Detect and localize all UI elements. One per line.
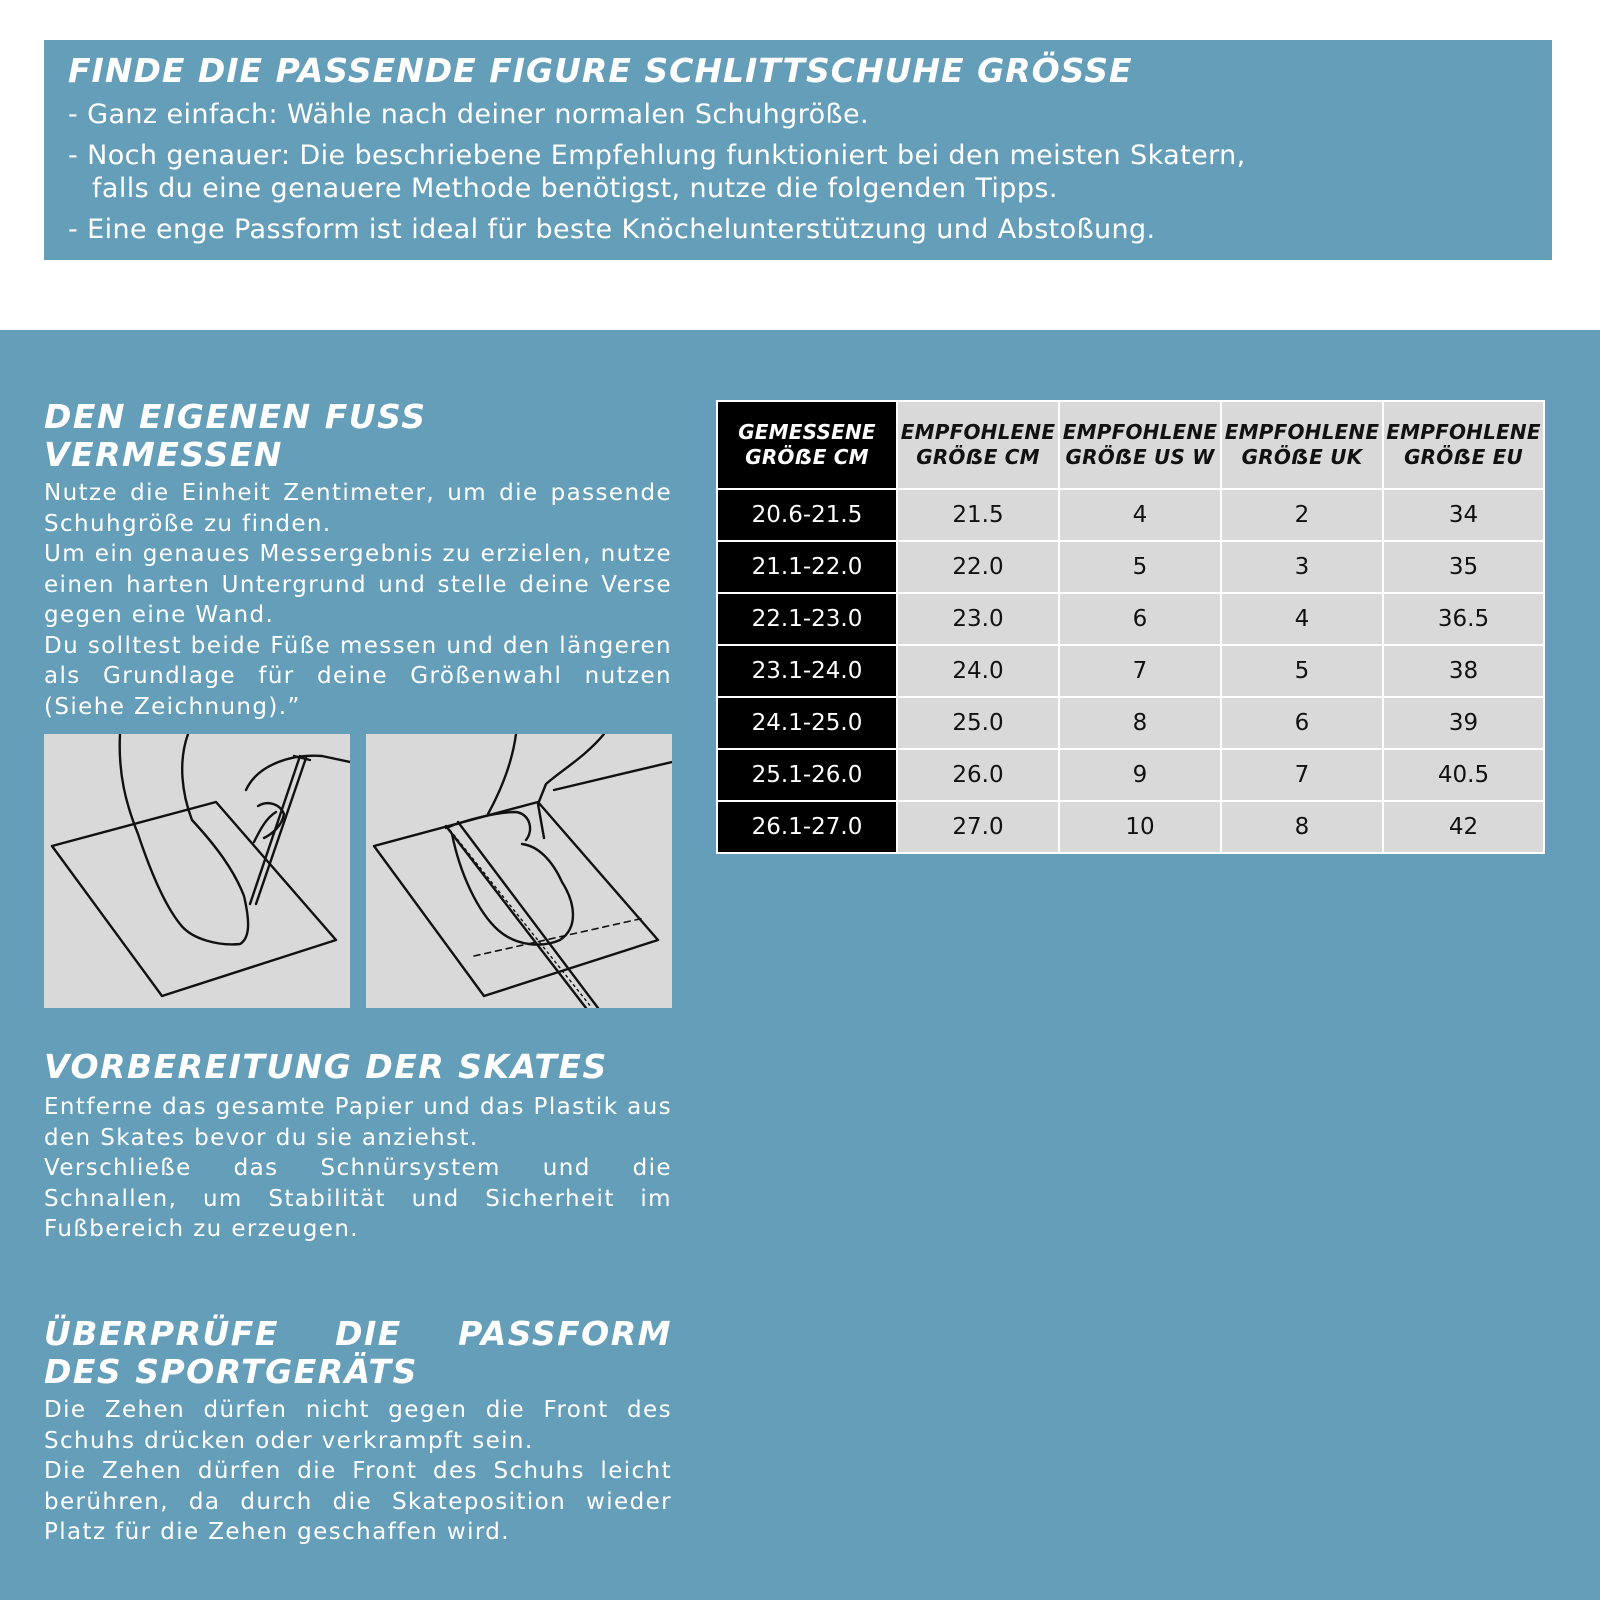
table-cell: 7	[1221, 749, 1383, 801]
table-row	[717, 749, 1544, 801]
column-header: GEMESSENE GRÖẞE CM	[717, 401, 897, 489]
table-cell: 26.0	[897, 749, 1059, 801]
table-cell: 34	[1383, 489, 1544, 541]
fit-paragraph: Die Zehen dürfen die Front des Schuhs leicht berühren, da durch die Skateposition wieder Platz für die Zehen geschaffen wird.	[44, 1458, 672, 1545]
table-cell: 24.1-25.0	[717, 697, 897, 749]
fit-section	[44, 1315, 672, 1548]
table-cell: 3	[1221, 541, 1383, 593]
prep-paragraph: Verschließe das Schnürsystem und die Schnallen, um Stabilität und Sicherheit im Fußbereich zu erzeugen.	[44, 1155, 672, 1242]
table-cell: 4	[1059, 489, 1221, 541]
table-row	[717, 593, 1544, 645]
table-cell: 20.6-21.5	[717, 489, 897, 541]
table-cell: 23.1-24.0	[717, 645, 897, 697]
main-panel	[0, 330, 1600, 1600]
table-cell: 8	[1221, 801, 1383, 853]
table-cell: 2	[1221, 489, 1383, 541]
table-cell: 9	[1059, 749, 1221, 801]
table-cell: 27.0	[897, 801, 1059, 853]
table-cell: 39	[1383, 697, 1544, 749]
column-header: EMPFOHLENE GRÖẞE EU	[1383, 401, 1544, 489]
table-row	[717, 697, 1544, 749]
intro-bullet: - Ganz einfach: Wähle nach deiner normalen Schuhgröße.	[68, 99, 869, 130]
table-row	[717, 645, 1544, 697]
column-header: EMPFOHLENE GRÖẞE UK	[1221, 401, 1383, 489]
table-cell: 4	[1221, 593, 1383, 645]
table-cell: 25.0	[897, 697, 1059, 749]
table-cell: 23.0	[897, 593, 1059, 645]
table-cell: 38	[1383, 645, 1544, 697]
measure-paragraph: Um ein genaues Messergebnis zu erzielen, nutze einen harten Untergrund und stelle deine Verse gegen eine Wand.	[44, 541, 672, 628]
column-header: EMPFOHLENE GRÖẞE CM	[897, 401, 1059, 489]
table-cell: 8	[1059, 697, 1221, 749]
table-cell: 42	[1383, 801, 1544, 853]
table-cell: 36.5	[1383, 593, 1544, 645]
table-row	[717, 489, 1544, 541]
table-cell: 7	[1059, 645, 1221, 697]
measure-section	[44, 398, 672, 722]
prep-section	[44, 1048, 672, 1245]
prep-heading: VORBEREITUNG DER SKATES	[44, 1047, 608, 1086]
table-cell: 35	[1383, 541, 1544, 593]
intro-bullet: - Noch genauer: Die beschriebene Empfehlung funktioniert bei den meisten Skatern, falls du eine genauere Methode benötigst, nutze die folgenden Tipps.	[68, 140, 1246, 204]
table-cell: 21.1-22.0	[717, 541, 897, 593]
intro-bullet-list	[68, 98, 1552, 246]
table-cell: 25.1-26.0	[717, 749, 897, 801]
size-chart-table	[716, 400, 1545, 854]
table-cell: 6	[1059, 593, 1221, 645]
foot-measure-ruler-icon	[366, 734, 672, 1008]
table-cell: 40.5	[1383, 749, 1544, 801]
table-cell: 26.1-27.0	[717, 801, 897, 853]
table-cell: 6	[1221, 697, 1383, 749]
table-cell: 22.0	[897, 541, 1059, 593]
table-cell: 5	[1059, 541, 1221, 593]
prep-paragraph: Entferne das gesamte Papier und das Plastik aus den Skates bevor du sie anziehst.	[44, 1094, 672, 1151]
measure-paragraph: Du solltest beide Füße messen und den längeren als Grundlage für deine Größenwahl nutzen (Siehe Zeichnung).”	[44, 632, 672, 720]
measure-heading: DEN EIGENEN FUSS VERMESSEN	[44, 397, 427, 474]
table-row	[717, 541, 1544, 593]
intro-title: FINDE DIE PASSENDE FIGURE SCHLITTSCHUHE GRÖSSE	[68, 51, 1133, 90]
measure-paragraph: Nutze die Einheit Zentimeter, um die passende Schuhgröße zu finden.	[44, 480, 672, 537]
foot-trace-icon	[44, 734, 350, 1008]
table-row	[717, 801, 1544, 853]
fit-heading: ÜBERPRÜFE DIE PASSFORM DES SPORTGERÄTS	[44, 1314, 672, 1391]
fit-paragraph: Die Zehen dürfen nicht gegen die Front des Schuhs drücken oder verkrampft sein.	[44, 1397, 672, 1454]
table-header-row	[717, 401, 1544, 489]
intro-bullet: - Eine enge Passform ist ideal für beste Knöchelunterstützung und Abstoßung.	[68, 214, 1156, 245]
table-cell: 24.0	[897, 645, 1059, 697]
table-cell: 22.1-23.0	[717, 593, 897, 645]
table-cell: 10	[1059, 801, 1221, 853]
table-cell: 21.5	[897, 489, 1059, 541]
table-cell: 5	[1221, 645, 1383, 697]
column-header: EMPFOHLENE GRÖẞE US W	[1059, 401, 1221, 489]
intro-box	[44, 40, 1552, 260]
